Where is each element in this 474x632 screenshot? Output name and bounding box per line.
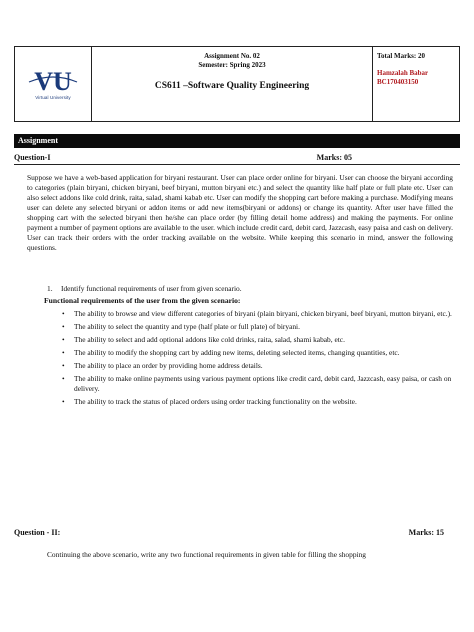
- assignment-number: Assignment No. 02: [204, 52, 260, 60]
- scenario-paragraph: Suppose we have a web-based application for biryani restaurant. User can place order online for biryani. User can choose the biryani according to categories (plain biryani, chicken biryani, beef biryani, mutton biryani etc.) and select the quantity like half plate or full plate etc. User can also select addons like cold drink, raita, salad, shami kabab etc. User can modify the shopping cart before making a purchase. Modifying means user can delete any selected biryani or addon items or add new items(biryani or addons) or change its quantity. After user have filled the shopping cart with the selected biryani then he/she can place order (by filling detail home address) and making the payments. For online payment a number of payment options are available to the user. which include credit card, debit card, Jazzcash, easy paisa and cash on delivery. User can track their orders with the order tracking available on the website. While keeping this scenario in mind, answer the following questions.: [27, 173, 453, 252]
- requirements-list: [62, 309, 456, 410]
- bullet-icon: •: [62, 374, 65, 383]
- total-marks: Total Marks: 20: [377, 52, 425, 60]
- question-2-header: [14, 528, 460, 537]
- question-2-label: Question - II:: [14, 528, 61, 537]
- list-item: • The ability to select the quantity and type (half plate or full plate) of biryani.: [62, 322, 300, 331]
- bullet-icon: •: [62, 309, 65, 318]
- course-info-cell: [92, 47, 373, 121]
- logo-caption: Virtual University: [35, 95, 71, 100]
- list-item: • The ability to make online payments using various payment options like credit card, debit card, Jazzcash, easy paisa, or cash on delivery.: [62, 374, 452, 393]
- bullet-icon: •: [62, 348, 65, 357]
- student-name: Hamzalah Babar: [377, 69, 429, 77]
- question-2-text: Continuing the above scenario, write any two functional requirements in given table for filling the shopping: [47, 550, 366, 559]
- numbered-item-1: [47, 284, 242, 293]
- bullet-icon: •: [62, 335, 65, 344]
- list-item: • The ability to select and add optional addons like cold drinks, raita, salad, shami kabab, etc.: [62, 335, 345, 344]
- functional-requirements-heading: Functional requirements of the user from the given scenario:: [44, 296, 241, 305]
- item-text: Identify functional requirements of user from given scenario.: [61, 284, 242, 293]
- question-2-marks: Marks: 15: [408, 528, 444, 537]
- bullet-icon: •: [62, 322, 65, 331]
- bullet-icon: •: [62, 361, 65, 370]
- student-id: BC170403150: [377, 78, 419, 86]
- semester: Semester: Spring 2023: [198, 61, 266, 69]
- logo-text: VU: [34, 68, 72, 94]
- list-item: • The ability to browse and view different categories of biryani (plain biryani, chicken biryani, beef biryani, mutton biryani, etc.).: [62, 309, 452, 318]
- list-item: • The ability to modify the shopping cart by adding new items, deleting selected items, changing quantities, etc.: [62, 348, 400, 357]
- question-1-label: Question-I: [14, 153, 51, 162]
- item-number: 1.: [47, 284, 53, 293]
- question-1-header: [14, 153, 460, 165]
- course-title: CS611 –Software Quality Engineering: [154, 81, 310, 91]
- assignment-header-table: [14, 46, 460, 122]
- list-item: • The ability to place an order by providing home address details.: [62, 361, 263, 370]
- bullet-icon: •: [62, 397, 65, 406]
- assignment-section-bar: Assignment: [14, 134, 460, 148]
- question-1-marks: Marks: 05: [316, 153, 352, 162]
- vu-logo-icon: [25, 68, 81, 94]
- marks-student-cell: [373, 47, 459, 121]
- list-item: • The ability to track the status of placed orders using order tracking functionality on the website.: [62, 397, 357, 406]
- university-logo-cell: [15, 47, 92, 121]
